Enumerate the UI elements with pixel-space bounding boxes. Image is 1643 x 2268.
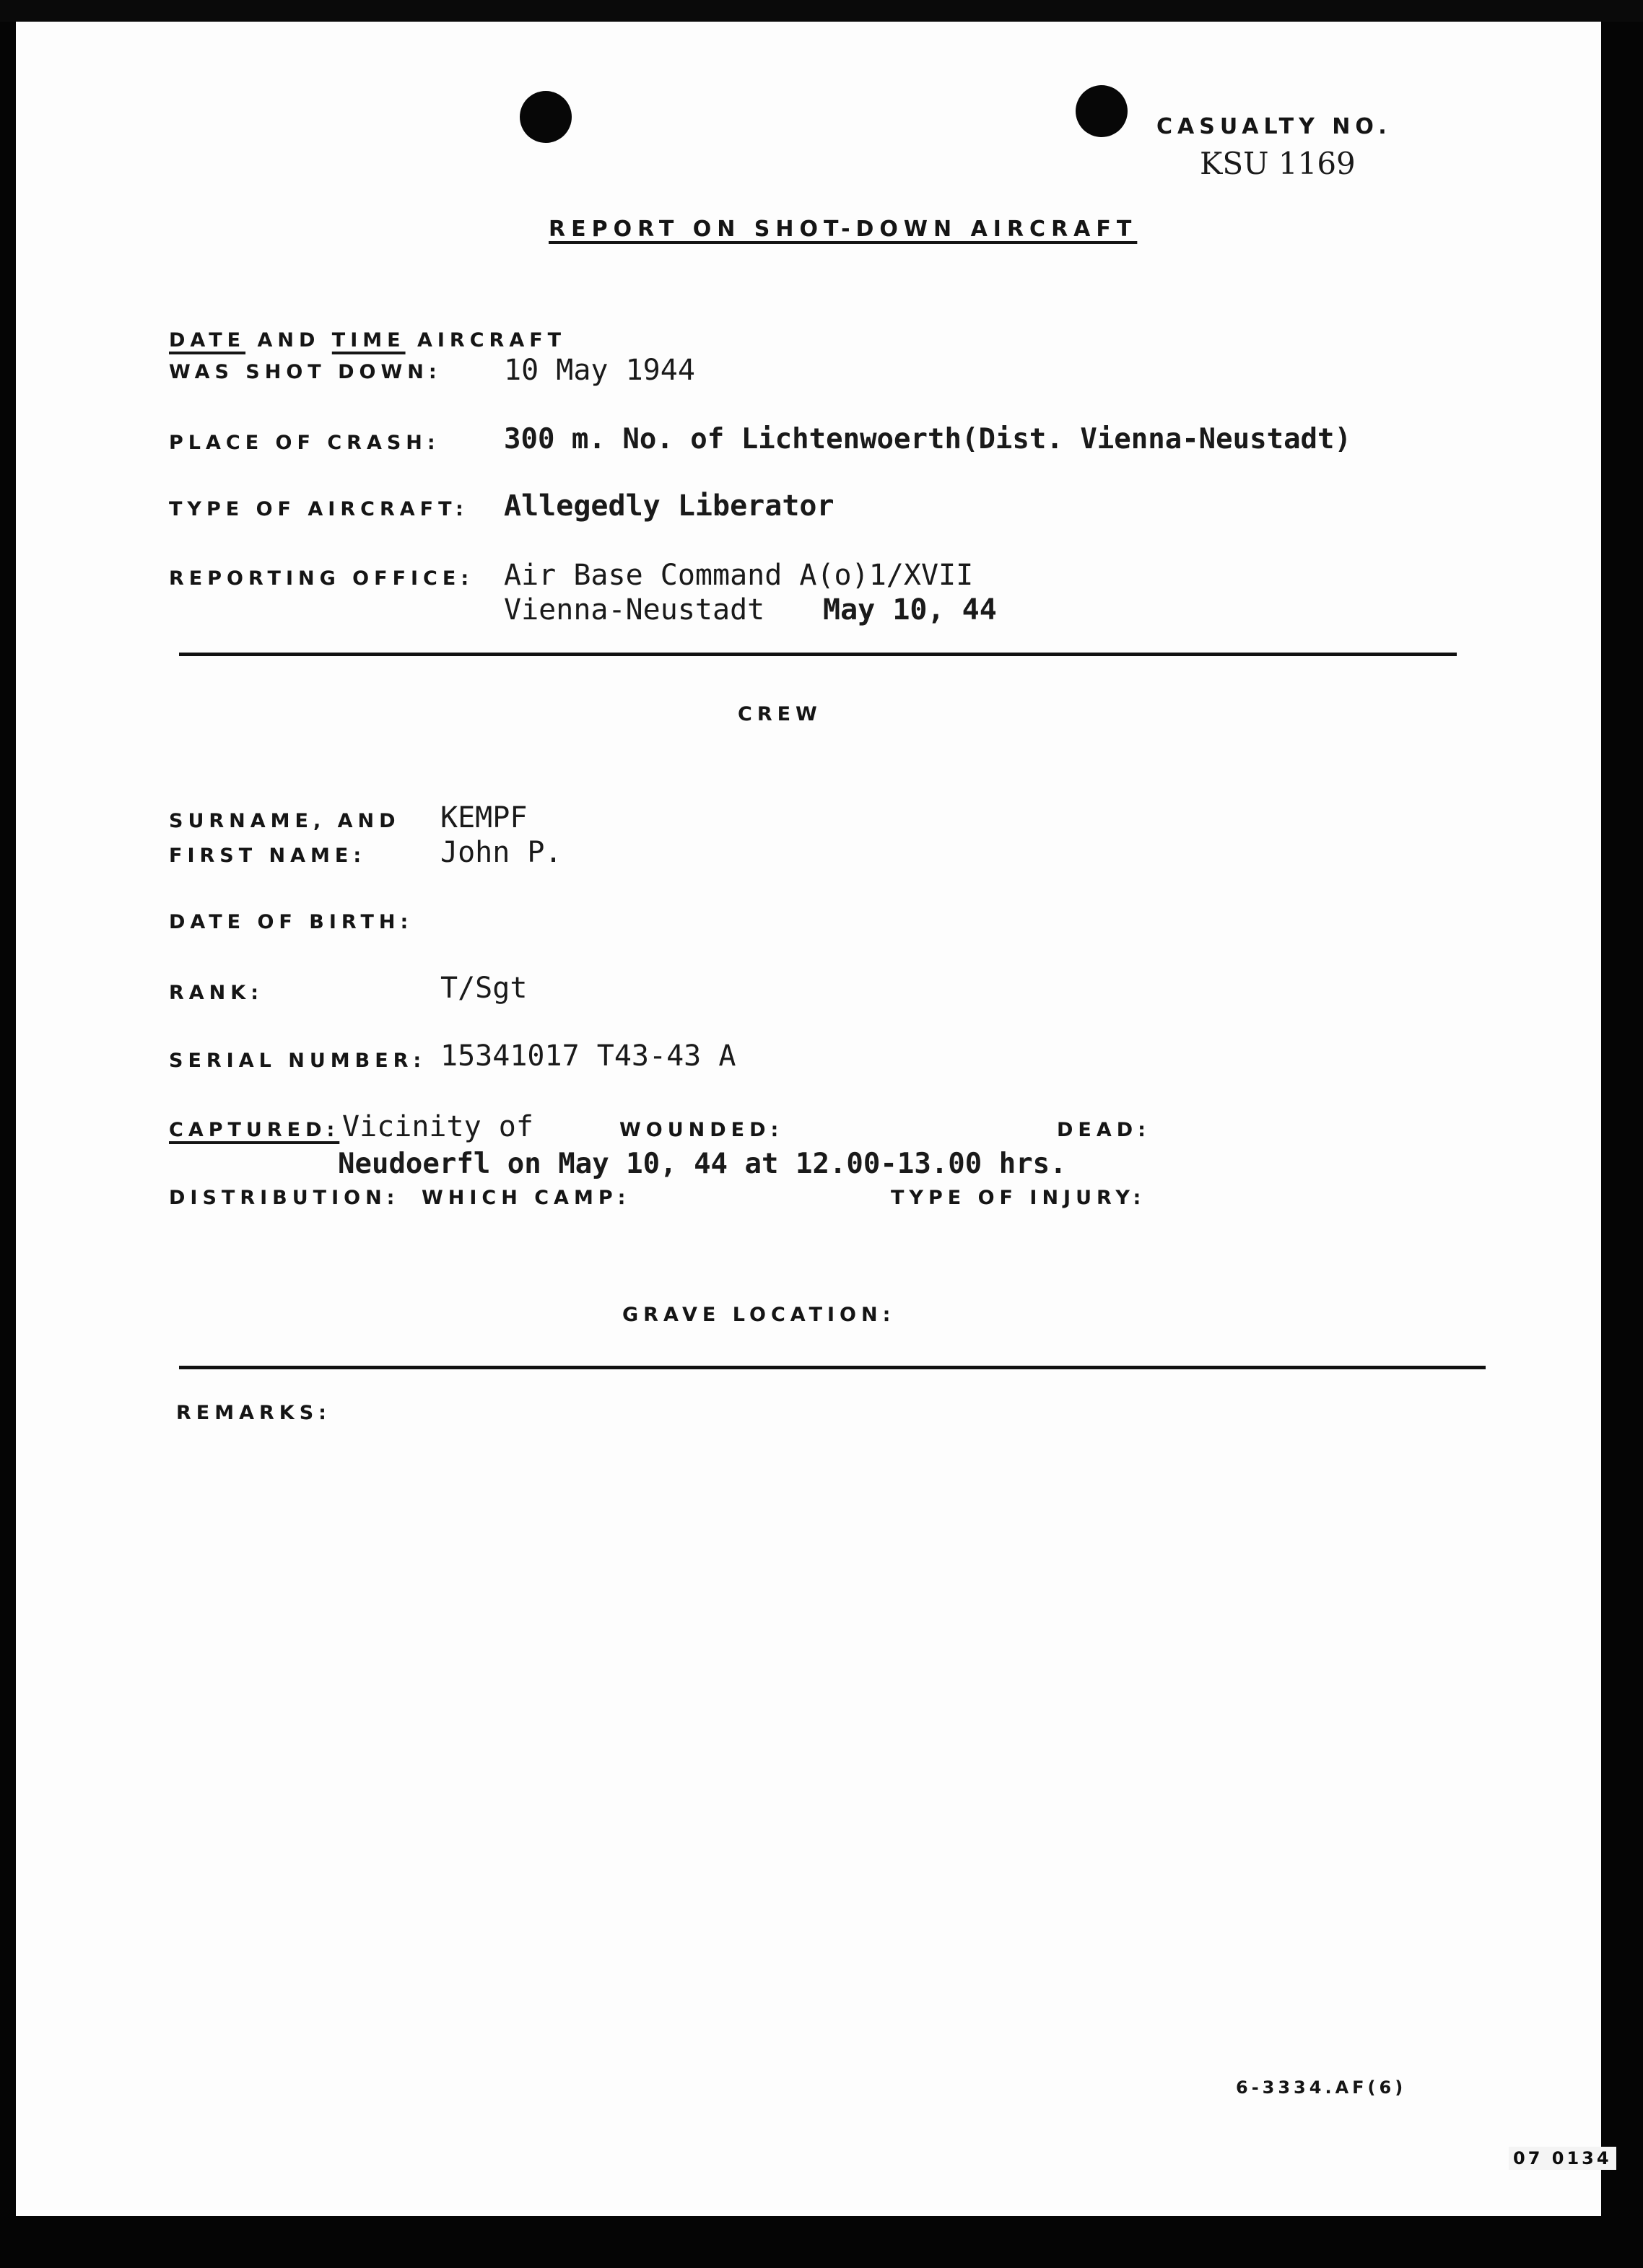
report-title: REPORT ON SHOT-DOWN AIRCRAFT <box>549 217 1138 242</box>
reporting-office-line2: Vienna-Neustadt <box>504 593 765 627</box>
corner-mark: 07 0134 <box>1509 2147 1616 2170</box>
which-camp-label: WHICH CAMP: <box>422 1187 631 1209</box>
place-of-crash-value: 300 m. No. of Lichtenwoerth(Dist. Vienna-Neustadt) <box>504 423 1351 455</box>
casualty-number: KSU 1169 <box>1200 146 1356 181</box>
section-divider-top <box>179 653 1457 656</box>
captured-value-line1: Vicinity of <box>342 1110 533 1143</box>
reporting-office-line1: Air Base Command A(o)1/XVII <box>504 559 974 592</box>
scan-border <box>0 0 1643 22</box>
crew-heading: CREW <box>738 703 822 725</box>
aircraft-word: AIRCRAFT <box>417 329 567 352</box>
punch-hole-left <box>520 91 572 143</box>
captured-value-line2: Neudoerfl on May 10, 44 at 12.00-13.00 hrs. <box>338 1148 1067 1180</box>
date-word: DATE <box>169 329 246 352</box>
surname-label: SURNAME, AND <box>169 810 401 832</box>
reporting-office-date: May 10, 44 <box>823 593 997 627</box>
shot-down-date: 10 May 1944 <box>504 354 695 387</box>
serial-number-value: 15341017 T43-43 A <box>440 1039 736 1073</box>
type-of-aircraft-label: TYPE OF AIRCRAFT: <box>169 498 469 520</box>
type-of-aircraft-value: Allegedly Liberator <box>504 489 834 523</box>
serial-number-label: SERIAL NUMBER: <box>169 1050 427 1072</box>
type-of-injury-label: TYPE OF INJURY: <box>891 1187 1146 1209</box>
section-divider-bottom <box>179 1366 1486 1369</box>
document-page <box>16 22 1601 2216</box>
date-of-birth-label: DATE OF BIRTH: <box>169 911 414 933</box>
wounded-label: WOUNDED: <box>619 1119 784 1141</box>
time-word: TIME <box>331 329 406 352</box>
dead-label: DEAD: <box>1057 1119 1151 1141</box>
rank-value: T/Sgt <box>440 972 528 1005</box>
grave-location-label: GRAVE LOCATION: <box>622 1304 896 1326</box>
place-of-crash-label: PLACE OF CRASH: <box>169 432 440 454</box>
shot-down-label: WAS SHOT DOWN: <box>169 361 442 383</box>
surname-value: KEMPF <box>440 801 528 834</box>
distribution-label: DISTRIBUTION: <box>169 1187 400 1209</box>
first-name-value: John P. <box>440 836 562 869</box>
casualty-label: CASUALTY NO. <box>1156 114 1392 139</box>
punch-hole-right <box>1076 85 1128 137</box>
date-time-label-line1 <box>169 329 566 352</box>
form-number: 6-3334.AF(6) <box>1236 2077 1407 2098</box>
rank-label: RANK: <box>169 982 264 1004</box>
remarks-label: REMARKS: <box>176 1402 331 1424</box>
first-name-label: FIRST NAME: <box>169 845 367 867</box>
and-word: AND <box>257 329 321 352</box>
reporting-office-label: REPORTING OFFICE: <box>169 567 474 590</box>
captured-label: CAPTURED: <box>169 1119 340 1141</box>
